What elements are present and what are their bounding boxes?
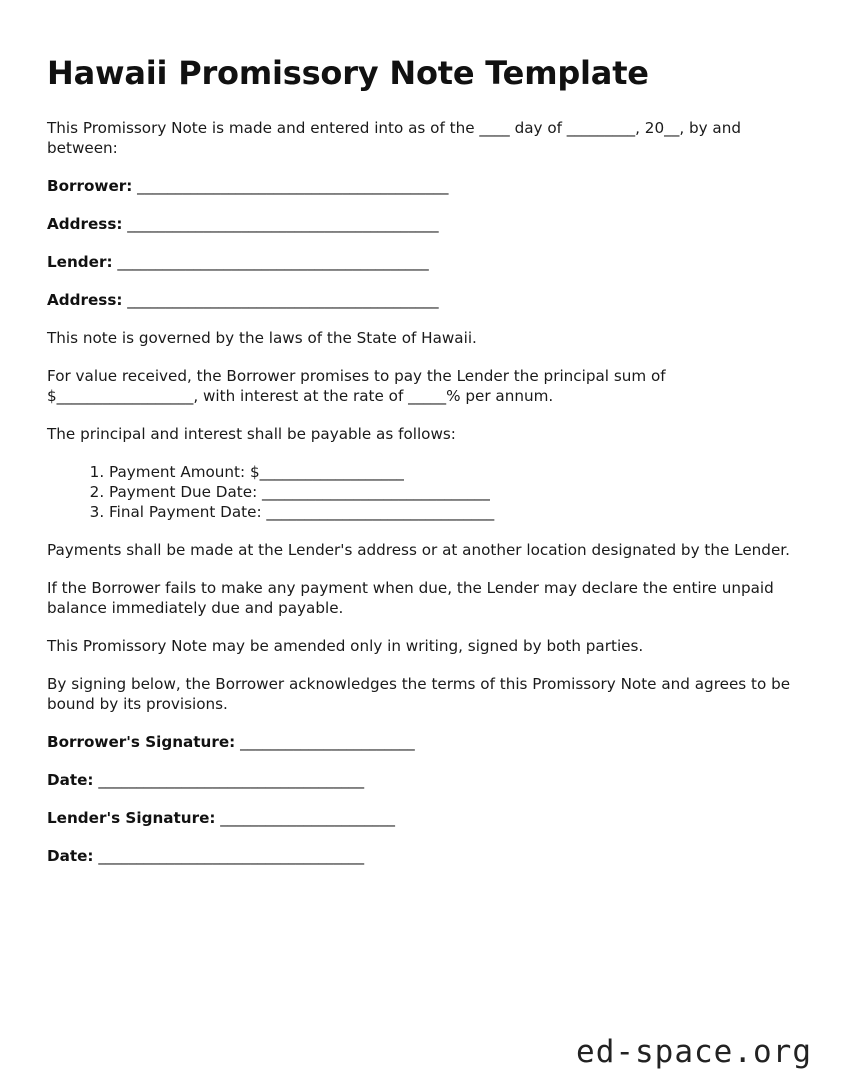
payable-intro-paragraph: The principal and interest shall be payable as follows: bbox=[47, 424, 456, 443]
party-label-lender: Lender: bbox=[47, 252, 113, 271]
document-body bbox=[47, 55, 797, 884]
party-row-lender bbox=[47, 252, 797, 272]
list-item[interactable]: 1. Payment Amount: $___________________ bbox=[109, 462, 797, 482]
principal-sum-paragraph: For value received, the Borrower promises to pay the Lender the principal sum of $__________________, with interest at the rate of _____% per annum. bbox=[47, 366, 666, 405]
party-blank-lender-address[interactable]: _________________________________________ bbox=[127, 290, 439, 309]
signature-label-borrower-date: Date: bbox=[47, 770, 94, 789]
governing-law-paragraph: This note is governed by the laws of the State of Hawaii. bbox=[47, 328, 477, 347]
signature-label-lender-date: Date: bbox=[47, 846, 94, 865]
signature-blank-lender[interactable]: _______________________ bbox=[220, 808, 395, 827]
default-clause-paragraph: If the Borrower fails to make any payment when due, the Lender may declare the entire unpaid balance immediately due and payable. bbox=[47, 578, 774, 617]
intro-paragraph: This Promissory Note is made and entered into as of the ____ day of _________, 20__, by and between: bbox=[47, 118, 742, 157]
site-watermark: ed-space.org bbox=[576, 1034, 812, 1070]
party-row-borrower bbox=[47, 176, 797, 196]
amendment-clause-paragraph: This Promissory Note may be amended only in writing, signed by both parties. bbox=[47, 636, 644, 655]
signature-label-lender: Lender's Signature: bbox=[47, 808, 216, 827]
signature-row-borrower bbox=[47, 732, 797, 752]
party-label-lender-address: Address: bbox=[47, 290, 123, 309]
signature-blank-borrower[interactable]: _______________________ bbox=[240, 732, 415, 751]
party-row-borrower-address bbox=[47, 214, 797, 234]
signature-row-lender bbox=[47, 808, 797, 828]
signature-blank-lender-date[interactable]: ___________________________________ bbox=[98, 846, 365, 865]
list-item[interactable]: 3. Final Payment Date: ______________________________ bbox=[109, 502, 797, 522]
payment-terms-list bbox=[47, 462, 797, 522]
party-blank-borrower[interactable]: _________________________________________ bbox=[137, 176, 449, 195]
party-blank-lender[interactable]: _________________________________________ bbox=[117, 252, 429, 271]
signature-row-lender-date bbox=[47, 846, 797, 866]
party-blank-borrower-address[interactable]: _________________________________________ bbox=[127, 214, 439, 233]
signature-label-borrower: Borrower's Signature: bbox=[47, 732, 236, 751]
party-row-lender-address bbox=[47, 290, 797, 310]
list-item[interactable]: 2. Payment Due Date: ______________________________ bbox=[109, 482, 797, 502]
page-title: Hawaii Promissory Note Template bbox=[47, 54, 649, 92]
party-label-borrower-address: Address: bbox=[47, 214, 123, 233]
payment-location-paragraph: Payments shall be made at the Lender's address or at another location designated by the Lender. bbox=[47, 540, 790, 559]
signature-row-borrower-date bbox=[47, 770, 797, 790]
party-label-borrower: Borrower: bbox=[47, 176, 133, 195]
acknowledgement-paragraph: By signing below, the Borrower acknowledges the terms of this Promissory Note and agrees to be bound by its provisions. bbox=[47, 674, 791, 713]
signature-blank-borrower-date[interactable]: ___________________________________ bbox=[98, 770, 365, 789]
